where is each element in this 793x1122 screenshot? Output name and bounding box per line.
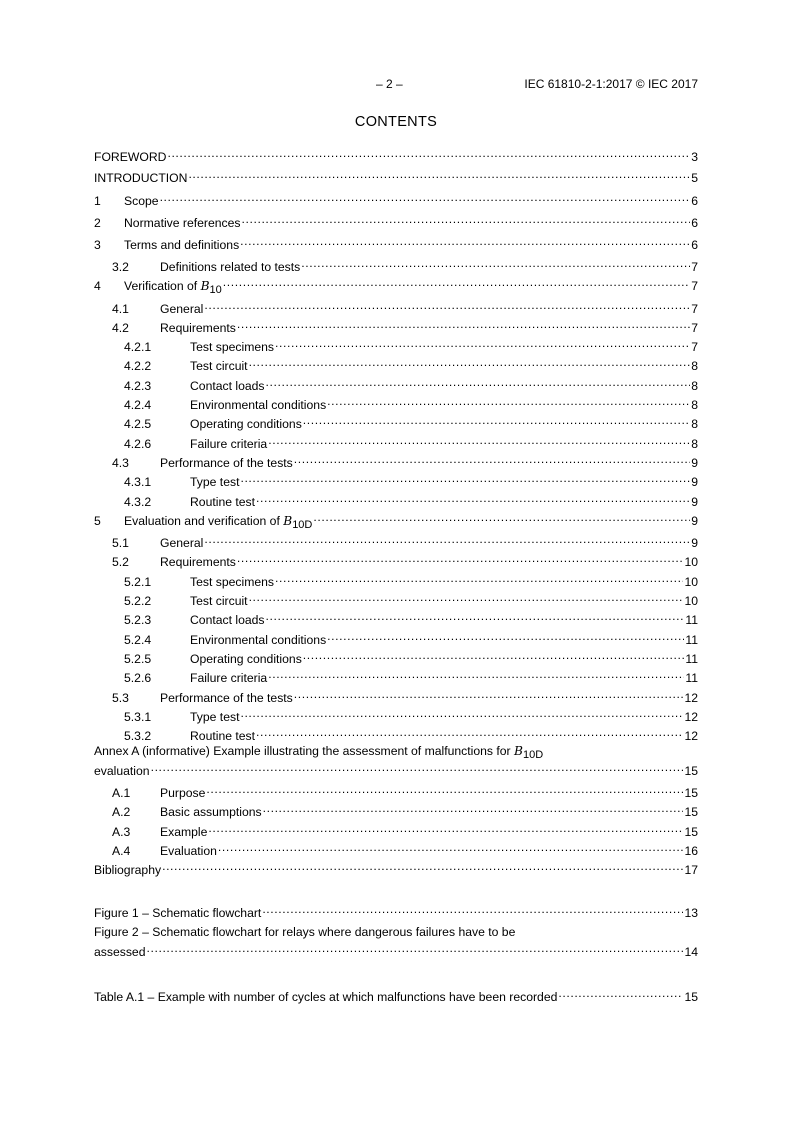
entry-label: [124, 194, 159, 209]
entry-label: [160, 536, 203, 551]
entry-label: [160, 691, 293, 706]
entry-page-number: 15: [684, 990, 698, 1004]
entry-number: 4.2.5: [124, 417, 152, 431]
toc-entry[interactable]: [94, 590, 698, 608]
entry-number: 3.2: [112, 260, 129, 274]
toc-entry[interactable]: [94, 821, 698, 839]
entry-label-text: Scope: [124, 194, 159, 208]
entry-label: [190, 379, 265, 394]
entry-page-number: 14: [684, 945, 698, 959]
entry-label-text: Purpose: [160, 786, 206, 800]
toc-entry[interactable]: [94, 146, 698, 164]
entry-label: [190, 575, 274, 590]
entry-label-text: Evaluation: [160, 844, 217, 858]
entry-label-text: assessed: [94, 945, 146, 959]
entry-page-number: 6: [691, 216, 698, 230]
entry-number: 5.3: [112, 691, 129, 705]
document-id: IEC 61810-2-1:2017 © IEC 2017: [524, 77, 698, 91]
toc-entry[interactable]: [94, 706, 698, 724]
dot-leader: [239, 706, 683, 721]
dot-leader: [262, 801, 684, 816]
toc-entry[interactable]: [94, 859, 698, 877]
entry-page-number: 7: [691, 302, 698, 316]
entry-page-number: 8: [691, 417, 698, 431]
entry-page-number: 15: [684, 805, 698, 819]
page-header: [94, 77, 698, 93]
entry-label-text: Failure criteria: [190, 437, 268, 451]
dot-leader: [302, 413, 690, 428]
dot-leader: [312, 510, 690, 525]
entry-page-number: 9: [691, 514, 698, 528]
entry-label: [190, 475, 239, 490]
entry-label-text: evaluation: [94, 764, 150, 778]
dot-leader: [166, 146, 690, 161]
entry-label-text: General: [160, 302, 204, 316]
entry-label-text: Operating conditions: [190, 652, 302, 666]
entry-label-text: Evaluation and verification of: [124, 514, 284, 528]
entry-label-text: Test specimens: [190, 340, 274, 354]
entry-number: 1: [94, 194, 101, 208]
entry-page-number: 8: [691, 398, 698, 412]
entry-label-text: Test circuit: [190, 359, 248, 373]
entry-label-text: FOREWORD: [94, 150, 167, 164]
entry-label-text: Terms and definitions: [124, 238, 240, 252]
entry-number: 5.2.1: [124, 575, 152, 589]
entry-number: 5.2: [112, 555, 129, 569]
dot-leader: [255, 725, 683, 740]
entry-label: [190, 710, 239, 725]
toc-entry[interactable]: [94, 471, 698, 489]
toc-entry[interactable]: [94, 256, 698, 274]
entry-page-number: 15: [684, 825, 698, 839]
toc-entry[interactable]: [94, 394, 698, 412]
entry-number: 4.2.4: [124, 398, 152, 412]
toc-entry[interactable]: [94, 491, 698, 509]
dot-leader: [557, 986, 683, 1001]
dot-leader: [207, 821, 683, 836]
entry-number: 4.1: [112, 302, 129, 316]
dot-leader: [239, 234, 690, 249]
page-number: – 2 –: [376, 77, 403, 91]
entry-label-text: Environmental conditions: [190, 633, 327, 647]
entry-label-text: Failure criteria: [190, 671, 268, 685]
entry-number: 4.3.1: [124, 475, 152, 489]
entry-number: 4.3.2: [124, 495, 152, 509]
entry-label: [94, 764, 150, 779]
entry-number: 4.2.6: [124, 437, 152, 451]
entry-label-text: Routine test: [190, 495, 256, 509]
entry-label: [160, 302, 203, 317]
entry-page-number: 15: [684, 764, 698, 778]
entry-page-number: 12: [684, 691, 698, 705]
entry-label: [190, 359, 248, 374]
entry-label: [94, 150, 166, 165]
dot-leader: [293, 687, 684, 702]
entry-label: [160, 555, 236, 570]
entry-number: 5.2.5: [124, 652, 152, 666]
dot-leader: [293, 452, 690, 467]
entry-page-number: 17: [684, 863, 698, 877]
toc-entry[interactable]: [94, 782, 698, 800]
entry-label-text: Definitions related to tests: [160, 260, 301, 274]
dot-leader: [248, 590, 684, 605]
entry-label: [160, 844, 217, 859]
toc-entry[interactable]: [94, 629, 698, 647]
entry-label-text: Test circuit: [190, 594, 248, 608]
dot-leader: [302, 648, 685, 663]
dot-leader: [267, 667, 684, 682]
dot-leader: [203, 298, 690, 313]
entry-label-text: Type test: [190, 475, 240, 489]
entry-label: [190, 594, 248, 609]
dot-leader: [161, 859, 683, 874]
toc-entry[interactable]: [94, 648, 698, 666]
entry-label: [94, 863, 161, 878]
dot-leader: [236, 317, 690, 332]
entry-label-text: Type test: [190, 710, 240, 724]
entry-number: A.4: [112, 844, 131, 858]
toc-entry[interactable]: [94, 760, 698, 778]
entry-label: [124, 514, 312, 533]
dot-leader: [265, 609, 685, 624]
entry-number: A.2: [112, 805, 131, 819]
entry-page-number: 7: [691, 321, 698, 335]
toc-entry[interactable]: [94, 667, 698, 685]
entry-page-number: 6: [691, 238, 698, 252]
entry-page-number: 7: [691, 260, 698, 274]
entry-label-text: Test specimens: [190, 575, 274, 589]
dot-leader: [267, 433, 690, 448]
entry-label-text: INTRODUCTION: [94, 171, 188, 185]
math-symbol: $B_{10D}$: [513, 744, 544, 761]
entry-label: [190, 417, 302, 432]
dot-leader: [146, 941, 684, 956]
entry-label: [190, 437, 267, 452]
entry-page-number: 12: [684, 729, 698, 743]
entry-page-number: 7: [691, 340, 698, 354]
dot-leader: [159, 190, 691, 205]
entry-number: 4.3: [112, 456, 129, 470]
dot-leader: [217, 840, 684, 855]
dot-leader: [300, 256, 690, 271]
entry-label: [160, 260, 300, 275]
entry-page-number: 9: [691, 495, 698, 509]
entry-number: 5.2.6: [124, 671, 152, 685]
toc-entry[interactable]: [94, 609, 698, 627]
entry-label-text: Basic assumptions: [160, 805, 262, 819]
entry-page-number: 8: [691, 437, 698, 451]
entry-label-text: Operating conditions: [190, 417, 302, 431]
entry-page-number: 8: [691, 379, 698, 393]
entry-label-text: Routine test: [190, 729, 256, 743]
entry-number: 4: [94, 279, 101, 293]
entry-label: [94, 990, 557, 1005]
entry-label-text: Example: [160, 825, 208, 839]
entry-page-number: 9: [691, 456, 698, 470]
dot-leader: [222, 275, 690, 290]
dot-leader: [205, 782, 683, 797]
toc-entry[interactable]: [94, 433, 698, 451]
entry-number: 5.2.2: [124, 594, 152, 608]
math-symbol: $B_{10D}$: [283, 514, 313, 531]
toc-entry[interactable]: [94, 212, 698, 230]
entry-number: A.3: [112, 825, 131, 839]
entry-label: [190, 398, 326, 413]
toc-entry[interactable]: [94, 298, 698, 316]
entry-label: [124, 238, 239, 253]
dot-leader: [187, 167, 690, 182]
entry-page-number: 12: [684, 710, 698, 724]
entry-label: [190, 340, 274, 355]
entry-label-text: Performance of the tests: [160, 456, 293, 470]
page-title: CONTENTS: [354, 114, 438, 130]
entry-label: [160, 321, 236, 336]
toc-entry[interactable]: [94, 167, 698, 185]
entry-label-text: Contact loads: [190, 613, 265, 627]
entry-page-number: 11: [685, 671, 698, 685]
entry-label-text: Environmental conditions: [190, 398, 327, 412]
entry-label: [190, 671, 267, 686]
toc-entry[interactable]: [94, 336, 698, 354]
toc-entry[interactable]: [94, 355, 698, 373]
toc-entry[interactable]: [94, 510, 698, 531]
entry-label-text: Normative references: [124, 216, 241, 230]
toc-entry[interactable]: [94, 687, 698, 705]
dot-leader: [255, 491, 690, 506]
entry-page-number: 5: [691, 171, 698, 185]
entry-page-number: 11: [685, 633, 698, 647]
toc-entry[interactable]: [94, 532, 698, 550]
entry-label-text: Requirements: [160, 555, 236, 569]
entry-label-text: Requirements: [160, 321, 236, 335]
dot-leader: [265, 375, 691, 390]
entry-page-number: 11: [685, 652, 698, 666]
dot-leader: [326, 629, 684, 644]
toc-entry-title-line1: [94, 744, 543, 759]
toc-entry[interactable]: [94, 375, 698, 393]
toc-entry[interactable]: [94, 571, 698, 589]
dot-leader: [239, 471, 690, 486]
entry-number: 5.2.4: [124, 633, 152, 647]
toc-entry[interactable]: [94, 413, 698, 431]
entry-label: [160, 805, 262, 820]
entry-label-text: General: [160, 536, 204, 550]
entry-label-text: Table A.1 – Example with number of cycles at which malfunctions have been recorded: [94, 990, 558, 1004]
entry-label: [160, 456, 293, 471]
toc-entry[interactable]: [94, 801, 698, 819]
toc-entry[interactable]: [94, 840, 698, 858]
entry-page-number: 9: [691, 536, 698, 550]
entry-label: [190, 652, 302, 667]
math-symbol: $B_{10}$: [200, 279, 222, 296]
entry-label-line1: Figure 2 – Schematic flowchart for relays where dangerous failures have to be: [94, 925, 516, 939]
entry-number: 5.1: [112, 536, 129, 550]
entry-number: 4.2.3: [124, 379, 152, 393]
entry-page-number: 16: [684, 844, 698, 858]
entry-label: [124, 216, 241, 231]
entry-page-number: 10: [684, 555, 698, 569]
dot-leader: [326, 394, 690, 409]
entry-number: 5.3.1: [124, 710, 152, 724]
entry-number: 3: [94, 238, 101, 252]
entry-label: [160, 786, 205, 801]
entry-label: [190, 495, 255, 510]
entry-label-text: Bibliography: [94, 863, 162, 877]
entry-label-line1: Annex A (informative) Example illustrating the assessment of malfunctions for: [94, 744, 514, 758]
entry-page-number: 3: [691, 150, 698, 164]
entry-label: [190, 633, 326, 648]
entry-label-text: Verification of: [124, 279, 201, 293]
figure-entry-title-line1: [94, 925, 515, 940]
entry-number: 5: [94, 514, 101, 528]
dot-leader: [203, 532, 690, 547]
dot-leader: [248, 355, 691, 370]
dot-leader: [150, 760, 684, 775]
entry-page-number: 8: [691, 359, 698, 373]
entry-number: 5.2.3: [124, 613, 152, 627]
entry-label: [94, 906, 261, 921]
entry-number: 4.2.2: [124, 359, 152, 373]
entry-page-number: 15: [684, 786, 698, 800]
toc-entry[interactable]: [94, 551, 698, 569]
entry-label-text: Figure 1 – Schematic flowchart: [94, 906, 262, 920]
entry-page-number: 13: [684, 906, 698, 920]
entry-page-number: 7: [691, 279, 698, 293]
dot-leader: [274, 571, 683, 586]
entry-label: [94, 945, 146, 960]
toc-entry[interactable]: [94, 317, 698, 335]
entry-label: [160, 825, 207, 840]
entry-label-text: Performance of the tests: [160, 691, 293, 705]
entry-number: A.1: [112, 786, 131, 800]
entry-page-number: 6: [691, 194, 698, 208]
entry-number: 4.2: [112, 321, 129, 335]
entry-number: 5.3.2: [124, 729, 152, 743]
figure-entry[interactable]: [94, 941, 698, 959]
entry-page-number: 10: [684, 594, 698, 608]
dot-leader: [236, 551, 684, 566]
entry-label: [190, 729, 255, 744]
table-entry[interactable]: [94, 986, 698, 1004]
entry-label-text: Contact loads: [190, 379, 265, 393]
toc-entry[interactable]: [94, 190, 698, 208]
entry-page-number: 11: [685, 613, 698, 627]
entry-number: 2: [94, 216, 101, 230]
entry-label: [124, 279, 222, 298]
entry-page-number: 9: [691, 475, 698, 489]
dot-leader: [241, 212, 691, 227]
entry-label: [190, 613, 265, 628]
entry-page-number: 10: [684, 575, 698, 589]
dot-leader: [274, 336, 690, 351]
toc-entry[interactable]: [94, 234, 698, 252]
toc-entry[interactable]: [94, 452, 698, 470]
figure-entry[interactable]: [94, 902, 698, 920]
dot-leader: [261, 902, 683, 917]
entry-number: 4.2.1: [124, 340, 152, 354]
entry-label: [94, 171, 187, 186]
toc-entry[interactable]: [94, 725, 698, 743]
toc-entry[interactable]: [94, 275, 698, 296]
